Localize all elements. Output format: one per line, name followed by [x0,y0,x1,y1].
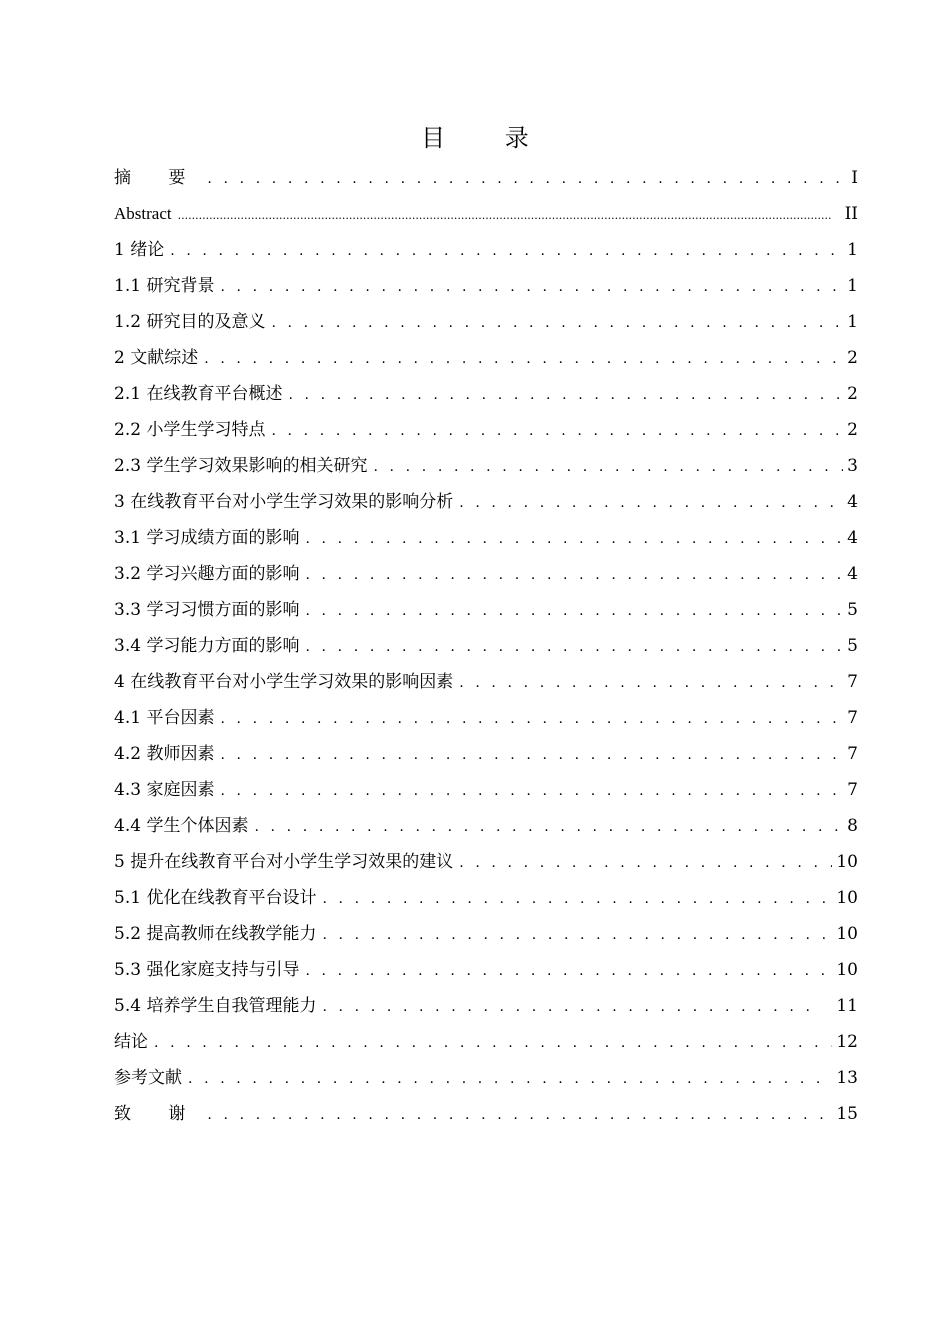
toc-entry-section-4-4[interactable] [114,808,858,844]
toc-entry-label: 5.4 培养学生自我管理能力 [114,996,317,1016]
toc-entry-section-4-2[interactable] [114,736,858,772]
toc-entry-section-2-1[interactable] [114,376,858,412]
toc-entry-page: II [844,204,858,224]
toc-leader-dots [305,557,843,593]
toc-entry-label: 3 在线教育平台对小学生学习效果的影响分析 [114,492,454,512]
toc-entry-section-3-4[interactable] [114,628,858,664]
toc-entry-section-5-4[interactable] [114,988,858,1024]
toc-entry-chapter-4[interactable] [114,664,858,700]
toc-entry-section-2-3[interactable] [114,448,858,484]
toc-leader-dots [288,377,843,413]
toc-leader-dots [305,629,843,665]
toc-entry-label: 4 在线教育平台对小学生学习效果的影响因素 [114,672,454,692]
toc-entry-section-5-3[interactable] [114,952,858,988]
toc-leader-dots [178,198,831,234]
toc-entry-label: 5 提升在线教育平台对小学生学习效果的建议 [114,852,454,872]
toc-entry-page: 7 [847,708,858,728]
toc-entry-page: 7 [847,780,858,800]
toc-entry-page: 3 [847,456,858,476]
toc-entry-page: 5 [847,636,858,656]
toc-entry-page: 2 [847,384,858,404]
toc-entry-label: 致 谢 [114,1104,202,1124]
toc-entry-page: 7 [847,672,858,692]
toc-entry-page: 10 [836,888,858,908]
toc-entry-chapter-2[interactable] [114,340,858,376]
toc-entry-section-3-3[interactable] [114,592,858,628]
toc-entry-label: 2.3 学生学习效果影响的相关研究 [114,456,368,476]
toc-entry-page: 7 [847,744,858,764]
toc-leader-dots [373,449,843,485]
toc-leader-dots [322,989,822,1025]
toc-entry-page: 1 [847,276,858,296]
toc-entry-label: 4.1 平台因素 [114,708,215,728]
toc-entry-label: 5.1 优化在线教育平台设计 [114,888,317,908]
toc-entry-section-2-2[interactable] [114,412,858,448]
toc-entry-label: 2 文献综述 [114,348,199,368]
toc-entry-section-4-3[interactable] [114,772,858,808]
toc-entry-page: 4 [847,564,858,584]
toc-leader-dots [305,953,832,989]
toc-entry-page: 2 [847,348,858,368]
toc-entry-label: 1 绪论 [114,240,165,260]
toc-leader-dots [220,737,843,773]
toc-leader-dots [305,521,843,557]
toc-entry-label: 5.2 提高教师在线教学能力 [114,924,317,944]
toc-leader-dots [459,845,832,881]
toc-entry-section-3-2[interactable] [114,556,858,592]
toc-leader-dots [204,341,843,377]
toc-leader-dots [170,233,843,269]
toc-entry-label: 参考文献 [114,1068,182,1088]
toc-entry-references[interactable] [114,1060,858,1096]
toc-leader-dots [271,305,843,341]
toc-entry-label: 3.2 学习兴趣方面的影响 [114,564,300,584]
toc-entry-acknowledgements[interactable] [114,1096,858,1132]
toc-entry-page: 2 [847,420,858,440]
toc-entry-page: 10 [836,960,858,980]
toc-entry-page: 4 [847,528,858,548]
toc-leader-dots [220,773,843,809]
toc-entry-label: 2.1 在线教育平台概述 [114,384,283,404]
toc-leader-dots [154,1025,832,1061]
toc-entry-label: 1.2 研究目的及意义 [114,312,266,332]
toc-entry-page: 12 [836,1032,858,1052]
toc-entry-label: 2.2 小学生学习特点 [114,420,266,440]
toc-entry-page: 15 [836,1104,858,1124]
toc-entry-label: 1.1 研究背景 [114,276,215,296]
toc-leader-dots [271,413,843,449]
toc-entry-page: I [851,168,858,188]
toc-entry-page: 10 [836,924,858,944]
toc-entry-label: Abstract [114,204,172,223]
toc-leader-dots [305,593,843,629]
toc-entry-section-3-1[interactable] [114,520,858,556]
toc-entry-abstract-cn[interactable] [114,160,858,196]
toc-leader-dots [459,485,843,521]
toc-entry-page: 5 [847,600,858,620]
toc-leader-dots [254,809,843,845]
toc-entry-label: 4.2 教师因素 [114,744,215,764]
toc-entry-label: 3.4 学习能力方面的影响 [114,636,300,656]
toc-entry-page: 8 [847,816,858,836]
toc-entry-page: 13 [836,1068,858,1088]
toc-entry-section-4-1[interactable] [114,700,858,736]
toc-leader-dots [188,1061,832,1097]
toc-leader-dots [322,917,832,953]
toc-entry-page: 4 [847,492,858,512]
toc-leader-dots [220,701,843,737]
toc-title: 目 录 [421,124,555,152]
toc-leader-dots [459,665,843,701]
toc-entry-chapter-5[interactable] [114,844,858,880]
toc-leader-dots [207,1097,832,1133]
toc-leader-dots [207,161,844,197]
toc-entry-label: 4.4 学生个体因素 [114,816,249,836]
table-of-contents [114,160,858,1132]
toc-leader-dots [220,269,843,305]
toc-entry-label: 3.1 学习成绩方面的影响 [114,528,300,548]
toc-entry-page: 10 [836,852,858,872]
toc-entry-page: 1 [847,312,858,332]
toc-entry-section-1-1[interactable] [114,268,858,304]
toc-entry-section-5-2[interactable] [114,916,858,952]
toc-entry-label: 结论 [114,1032,148,1052]
toc-entry-page: 11 [836,996,858,1016]
toc-entry-chapter-1[interactable] [114,232,858,268]
toc-entry-page: 1 [847,240,858,260]
toc-entry-chapter-3[interactable] [114,484,858,520]
toc-entry-label: 3.3 学习习惯方面的影响 [114,600,300,620]
toc-entry-label: 5.3 强化家庭支持与引导 [114,960,300,980]
toc-entry-abstract-en[interactable] [114,196,858,232]
toc-entry-conclusion[interactable] [114,1024,858,1060]
toc-entry-section-1-2[interactable] [114,304,858,340]
toc-leader-dots [322,881,832,917]
toc-entry-section-5-1[interactable] [114,880,858,916]
toc-entry-label: 摘 要 [114,168,202,188]
toc-entry-label: 4.3 家庭因素 [114,780,215,800]
